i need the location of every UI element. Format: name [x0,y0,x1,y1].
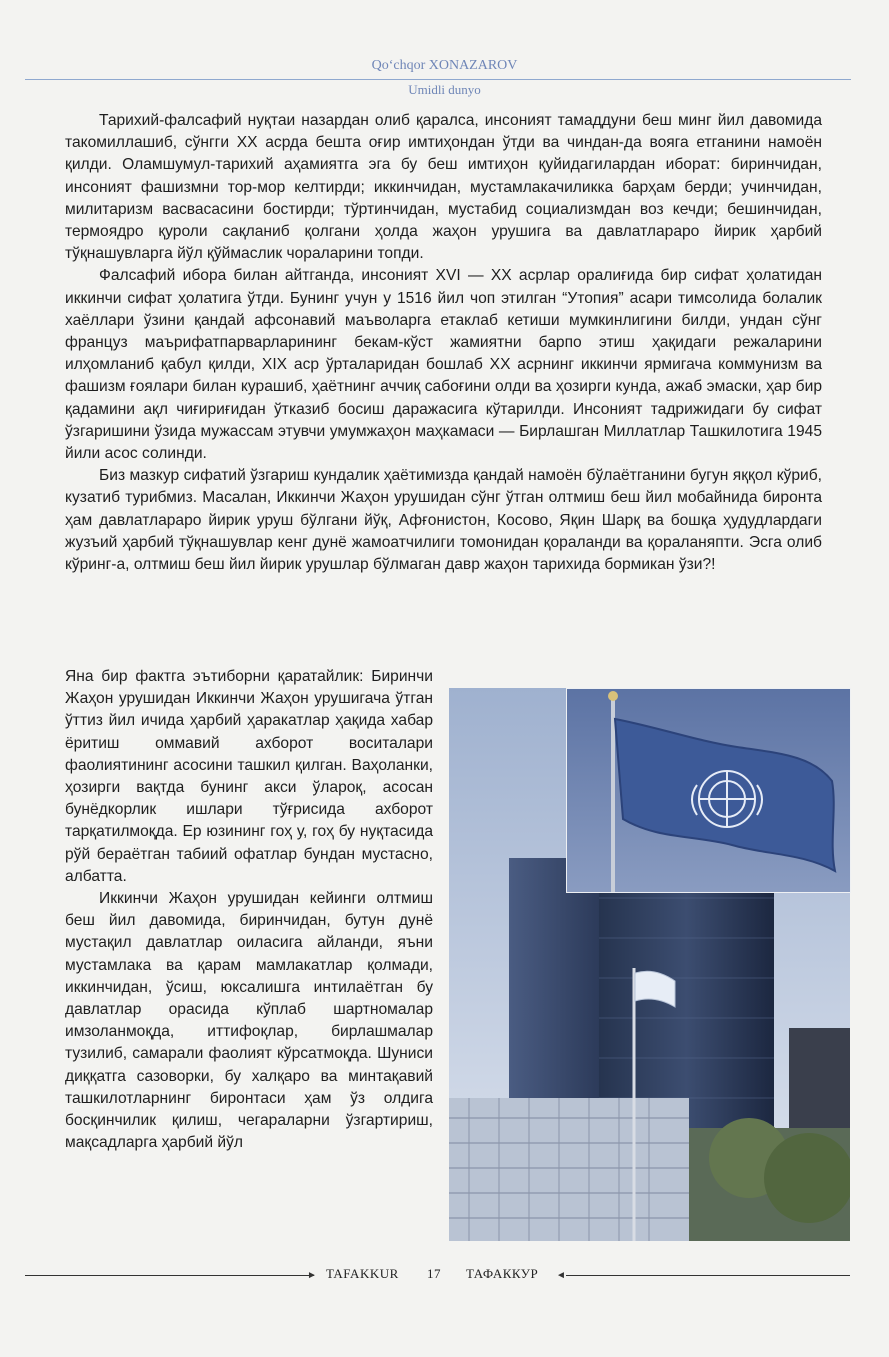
un-flag-photo [566,688,851,893]
footer-title-cyrillic: ТАФАККУР [466,1266,539,1281]
header-author: Qo‘chqor XONAZAROV [371,58,518,73]
footer-rule-left [25,1275,314,1276]
arrow-left-icon: ◄ [556,1270,566,1281]
arrow-right-icon: ► [307,1270,317,1281]
paragraph: Яна бир фактга эътиборни қаратайлик: Биринчи Жаҳон урушидан Иккинчи Жаҳон урушигача ўтган ўттиз йил ичида ҳарбий ҳаракатлар ҳақида хабар ёритиш оммавий ахборот воситалари фаолиятининг асосини ташкил қилган. Ваҳоланки, ҳозирги вақтда бунинг акси ўлароқ, асосан бунёдкорлик ишлари тўғрисида ахборот тарқатилмоқда. Ер юзининг гоҳ у, гоҳ бу нуқтасида рўй бераётган табиий офатлар бундан мустасно, албатта. [65,668,433,885]
footer-title-latin: TAFAKKUR [326,1266,399,1281]
article-body-full [65,110,822,576]
article-body-wrapped [65,666,433,1154]
un-flag-illustration [567,689,851,893]
page-number: 17 [427,1266,441,1281]
paragraph: Иккинчи Жаҳон урушидан кейинги олтмиш беш йил давомида, биринчидан, бутун дунё мустақил давлатлар оиласига айланди, яъни мустамлака ва қарам мамлакатлар қолмади, иккинчидан, ўсиш, юксалишга интилаётган бу давлатлар орасида кўплаб шартномалар имзоланмоқда, иттифоқлар, бирлашмалар тузилиб, самарали фаолият кўрсатмоқда. Шуниси диққатга сазоворки, бу халқаро ва минтақавий ташкилотларнинг биронтаси ҳам ўз олдига босқинчилик қилиш, чегараларни ўзгартириш, мақсадларга ҳарбий йўл [65,890,433,1152]
paragraph: Биз мазкур сифатий ўзгариш кундалик ҳаётимизда қандай намоён бўлаётганини бугун яққол кўриб, кузатиб турибмиз. Масалан, Иккинчи Жаҳон урушидан сўнг ўтган олтмиш беш йил мобайнида биронта ҳам давлатлараро йирик уруш бўлгани йўқ, Афғонистон, Косово, Яқин Шарқ ва бошқа ҳудудлардаги жузъий ҳарбий тўқнашувлар кенг дунё жамоатчилиги томонидан қораланди ва қораланяпти. Эсга олиб кўринг-а, олтмиш беш йил йирик урушлар бўлмаган давр жаҳон тарихида бормикан ўзи?! [65,467,822,574]
paragraph: Фалсафий ибора билан айтганда, инсоният XVI — ХХ асрлар оралиғида бир сифат ҳолатидан иккинчи сифат ҳолатига ўтди. Бунинг учун у 1516 йил чоп этилган “Утопия” асари тимсолида болалик хаёллари ўзини қандай афсонавий маъволарга етаклаб кетиши мумкинлигини билди, ундан сўнг француз маърифатпарварларининг бекам-кўст жамиятни барпо этиш ҳақидаги режаларини илҳомланиб қабул қилди, XIX аср ўрталаридан бошлаб ХХ асрнинг иккинчи ярмигача коммунизм ва фашизм ғоялари билан курашиб, ҳаётнинг аччиқ сабоғини олди ва ҳозирги кунда, ажаб эмаски, ҳар бир қадамини ақл чиғириғидан ўтказиб босиш даражасига кўтарилди. Инсоният тадрижидаги бу сифат ўзгаришини ўзида мужассам этувчи умумжаҳон маҳкамаси — Бирлашган Миллатлар Ташкилотига 1945 йили асос солинди. [65,267,822,463]
footer-rule-right [566,1275,850,1276]
paragraph: Тарихий-фалсафий нуқтаи назардан олиб қаралса, инсоният тамаддуни беш минг йил давомида такомиллашиб, сўнгги ХХ асрда бешта оғир имтиҳондан ўтди ва чиндан-да вояга етганини намоён қилди. Оламшумул-тарихий аҳамиятга эга бу беш имтиҳон қуйидагилардан иборат: биринчидан, инсоният фашизмни тор-мор келтирди; иккинчидан, мустамлакачиликка барҳам берди; учинчидан, милитаризм васвасасини бостирди; тўртинчидан, мустабид социализмдан воз кечди; бешинчидан, термоядро қуроли сақланиб қолгани ҳолда жаҳон урушига ва давлатлараро йирик ҳарбий тўқнашувларга йўл қўймаслик чораларини топди. [65,112,822,263]
header-title: Umidli dunyo [408,82,481,97]
header-rule [25,79,851,80]
